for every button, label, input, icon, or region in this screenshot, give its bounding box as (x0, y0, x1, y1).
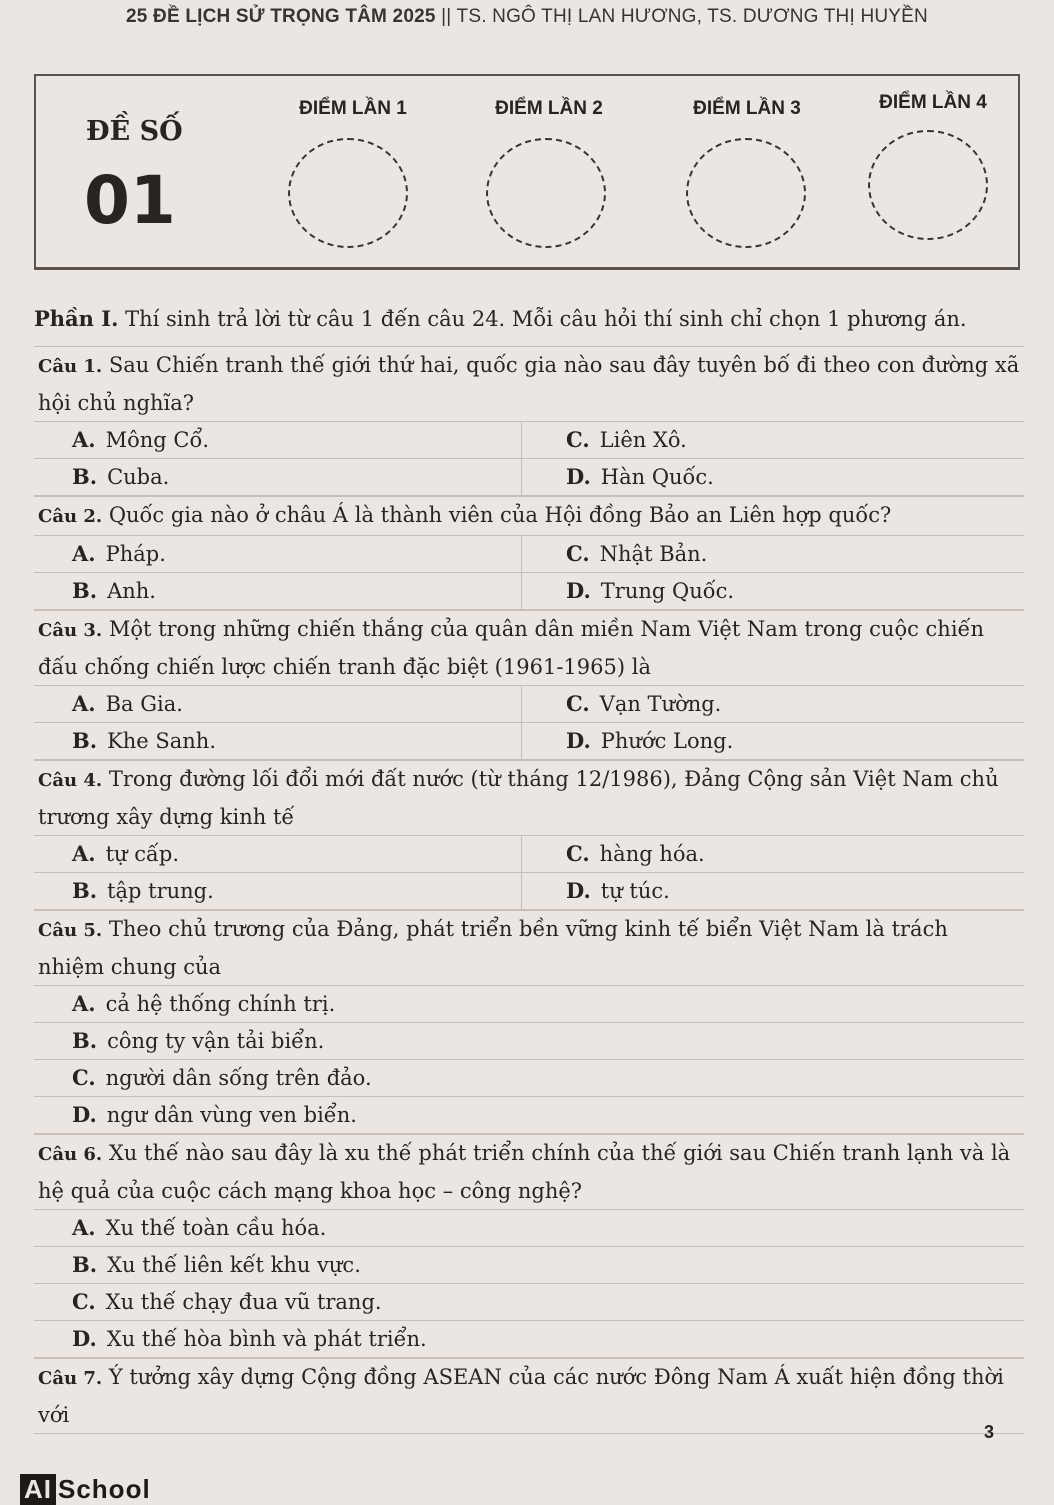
question-text: Xu thế nào sau đây là xu thế phát triển chính của thế giới sau Chiến tranh lạnh và là hệ quả của cuộc cách mạng khoa học – công nghệ? (38, 1141, 1011, 1203)
question-stem (34, 346, 1024, 422)
option-letter: B. (72, 578, 98, 603)
question-list (34, 346, 1024, 1434)
publisher-logo (20, 1474, 151, 1505)
part-title (34, 306, 1034, 331)
answer-option[interactable] (522, 573, 1024, 610)
answer-option[interactable] (34, 686, 522, 723)
question-text: Một trong những chiến thắng của quân dân miền Nam Việt Nam trong cuộc chiến đấu chống chiến lược chiến tranh đặc biệt (1961-1965) là (38, 617, 984, 679)
option-letter: A. (72, 1215, 96, 1240)
answer-option[interactable] (34, 1097, 1024, 1134)
answer-option[interactable] (34, 536, 522, 573)
question-text: Trong đường lối đổi mới đất nước (từ tháng 12/1986), Đảng Cộng sản Việt Nam chủ trương xây dựng kinh tế (38, 767, 999, 829)
option-text: Xu thế toàn cầu hóa. (105, 1216, 327, 1240)
option-letter: B. (72, 1028, 98, 1053)
option-text: Liên Xô. (599, 428, 687, 452)
question-block (34, 910, 1024, 1134)
option-text: Khe Sanh. (107, 729, 217, 753)
question-number: Câu 6. (38, 1144, 103, 1165)
question-stem (34, 1134, 1024, 1210)
option-letter: D. (566, 464, 591, 489)
question-stem (34, 760, 1024, 836)
option-text: Xu thế chạy đua vũ trang. (105, 1290, 382, 1314)
option-letter: C. (566, 541, 590, 566)
answer-option[interactable] (34, 836, 522, 873)
answer-options (34, 422, 1024, 496)
header-separator: || (435, 6, 457, 27)
answer-option[interactable] (34, 1060, 1024, 1097)
score-label-4: ĐIỂM LẦN 4 (879, 92, 987, 113)
answer-option[interactable] (522, 873, 1024, 910)
answer-option[interactable] (34, 873, 522, 910)
part-instructions: Thí sinh trả lời từ câu 1 đến câu 24. Mỗi câu hỏi thí sinh chỉ chọn 1 phương án. (118, 307, 967, 331)
answer-option[interactable] (34, 1247, 1024, 1284)
option-text: cả hệ thống chính trị. (105, 992, 336, 1016)
option-letter: B. (72, 878, 98, 903)
option-letter: C. (566, 427, 590, 452)
option-text: công ty vận tải biển. (107, 1029, 325, 1053)
answer-option[interactable] (34, 459, 522, 496)
question-number: Câu 7. (38, 1368, 103, 1389)
book-title: 25 ĐỀ LỊCH SỬ TRỌNG TÂM 2025 (126, 6, 436, 27)
question-block (34, 346, 1024, 496)
option-letter: C. (566, 691, 590, 716)
question-text: Ý tưởng xây dựng Cộng đồng ASEAN của các nước Đông Nam Á xuất hiện đồng thời với (38, 1365, 1004, 1427)
option-letter: D. (566, 728, 591, 753)
option-letter: B. (72, 464, 98, 489)
answer-option[interactable] (34, 1210, 1024, 1247)
option-letter: A. (72, 841, 96, 866)
option-text: tự túc. (600, 879, 670, 903)
answer-option[interactable] (522, 422, 1024, 459)
answer-options (34, 1210, 1024, 1358)
logo-text: School (58, 1474, 151, 1504)
question-block (34, 760, 1024, 910)
option-text: tập trung. (107, 879, 214, 903)
option-letter: D. (72, 1326, 97, 1351)
logo-box: AI (20, 1474, 56, 1505)
option-letter: D. (566, 878, 591, 903)
option-text: Vạn Tường. (599, 692, 722, 716)
answer-options (34, 836, 1024, 910)
answer-options (34, 686, 1024, 760)
option-letter: C. (566, 841, 590, 866)
question-number: Câu 4. (38, 770, 103, 791)
option-text: Mông Cổ. (105, 428, 209, 452)
option-text: Cuba. (107, 465, 170, 489)
question-stem (34, 1358, 1024, 1434)
option-text: hàng hóa. (599, 842, 705, 866)
score-label-3: ĐIỂM LẦN 3 (693, 98, 801, 119)
answer-option[interactable] (34, 1023, 1024, 1060)
score-circle-2[interactable] (486, 138, 606, 248)
option-letter: A. (72, 691, 96, 716)
answer-option[interactable] (522, 723, 1024, 760)
answer-options (34, 986, 1024, 1134)
option-text: Trung Quốc. (600, 579, 735, 603)
answer-option[interactable] (522, 459, 1024, 496)
exam-label: ĐỀ SỐ (86, 116, 183, 147)
book-header (0, 6, 1054, 28)
question-block (34, 610, 1024, 760)
answer-option[interactable] (522, 836, 1024, 873)
question-text: Sau Chiến tranh thế giới thứ hai, quốc gia nào sau đây tuyên bố đi theo con đường xã hội chủ nghĩa? (38, 353, 1020, 415)
option-text: ngư dân vùng ven biển. (106, 1103, 357, 1127)
exam-score-box (34, 74, 1020, 270)
question-block (34, 496, 1024, 610)
option-letter: B. (72, 1252, 98, 1277)
option-letter: D. (566, 578, 591, 603)
answer-options (34, 536, 1024, 610)
score-circle-4[interactable] (868, 130, 988, 240)
option-text: Xu thế liên kết khu vực. (107, 1253, 361, 1277)
answer-option[interactable] (522, 686, 1024, 723)
option-text: Xu thế hòa bình và phát triển. (106, 1327, 427, 1351)
answer-option[interactable] (34, 986, 1024, 1023)
question-number: Câu 2. (38, 506, 103, 527)
question-number: Câu 3. (38, 620, 103, 641)
option-letter: A. (72, 427, 96, 452)
option-text: Anh. (107, 579, 156, 603)
question-number: Câu 1. (38, 356, 103, 377)
option-text: người dân sống trên đảo. (105, 1066, 372, 1090)
option-letter: D. (72, 1102, 97, 1127)
answer-option[interactable] (34, 422, 522, 459)
option-text: tự cấp. (105, 842, 179, 866)
answer-option[interactable] (34, 1284, 1024, 1321)
question-block (34, 1134, 1024, 1358)
answer-option[interactable] (522, 536, 1024, 573)
option-letter: A. (72, 991, 96, 1016)
option-text: Phước Long. (600, 729, 734, 753)
option-letter: B. (72, 728, 98, 753)
score-label-2: ĐIỂM LẦN 2 (495, 98, 603, 119)
option-letter: A. (72, 541, 96, 566)
question-stem (34, 910, 1024, 986)
question-text: Quốc gia nào ở châu Á là thành viên của Hội đồng Bảo an Liên hợp quốc? (102, 503, 892, 527)
score-circle-1[interactable] (288, 138, 408, 248)
option-text: Ba Gia. (105, 692, 183, 716)
question-block (34, 1358, 1024, 1434)
answer-option[interactable] (34, 1321, 1024, 1358)
question-stem (34, 610, 1024, 686)
score-label-1: ĐIỂM LẦN 1 (299, 98, 407, 119)
part-label: Phần I. (34, 306, 119, 331)
question-text: Theo chủ trương của Đảng, phát triển bền vững kinh tế biển Việt Nam là trách nhiệm chung của (38, 917, 948, 979)
answer-option[interactable] (34, 573, 522, 610)
question-number: Câu 5. (38, 920, 103, 941)
option-text: Pháp. (105, 542, 166, 566)
option-letter: C. (72, 1065, 96, 1090)
question-stem (34, 496, 1024, 536)
option-text: Nhật Bản. (599, 542, 708, 566)
book-authors: TS. NGÔ THỊ LAN HƯƠNG, TS. DƯƠNG THỊ HUYỀN (456, 6, 928, 27)
score-circle-3[interactable] (686, 138, 806, 248)
page-number: 3 (984, 1422, 995, 1442)
answer-option[interactable] (34, 723, 522, 760)
exam-number: 01 (84, 162, 176, 239)
option-letter: C. (72, 1289, 96, 1314)
option-text: Hàn Quốc. (600, 465, 714, 489)
